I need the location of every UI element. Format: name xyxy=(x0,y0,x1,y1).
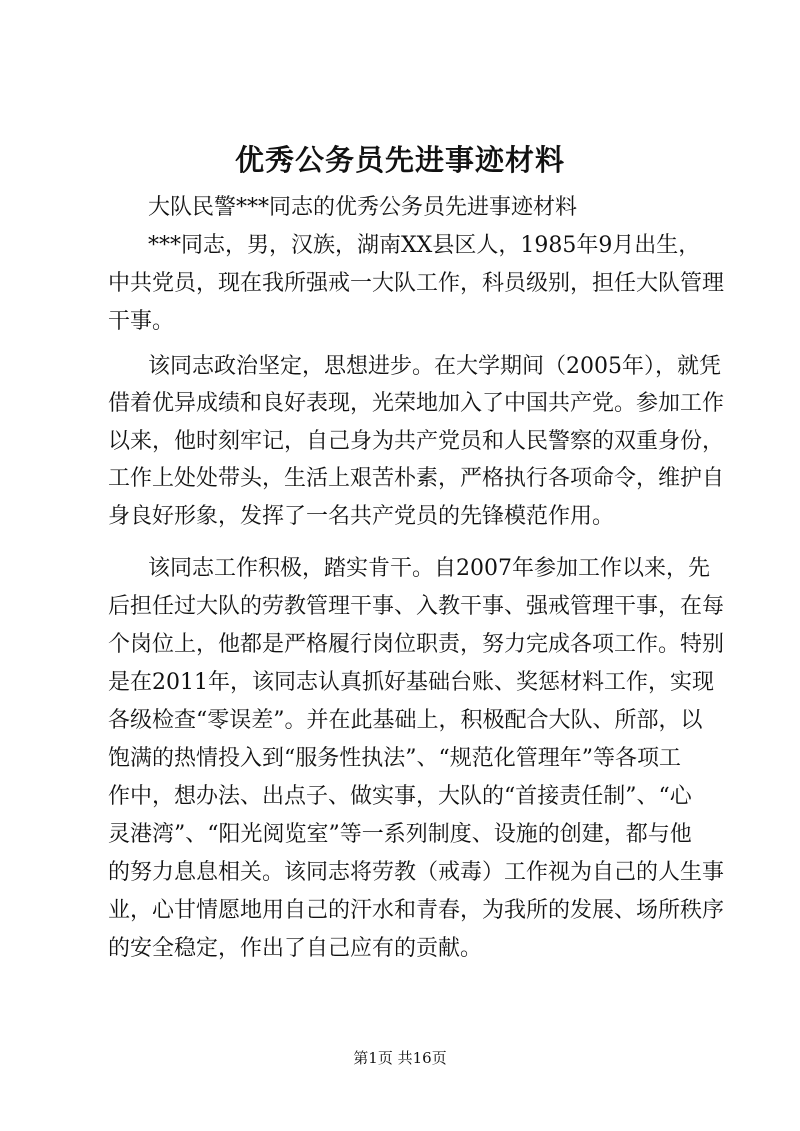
paragraph-line: 工作上处处带头，生活上艰苦朴素，严格执行各项命令，维护自 xyxy=(108,466,725,491)
paragraph-line: 的努力息息相关。该同志将劳教（戒毒）工作视为自己的人生事 xyxy=(108,860,725,885)
paragraph-line: 干事。 xyxy=(108,309,175,334)
paragraph-line: 中共党员，现在我所强戒一大队工作，科员级别，担任大队管理 xyxy=(108,271,725,296)
paragraph-line: 以来，他时刻牢记，自己身为共产党员和人民警察的双重身份， xyxy=(108,429,725,454)
document-title: 优秀公务员先进事迹材料 xyxy=(234,143,565,177)
paragraph-line: 饱满的热情投入到“服务性执法”、“规范化管理年”等各项工 xyxy=(108,746,681,771)
page-number-footer: 第1页 共16页 xyxy=(353,1049,447,1067)
paragraph-line: ***同志，男，汉族，湖南XX县区人，1985年9月出生， xyxy=(148,233,701,258)
paragraph-line: 各级检查“零误差”。并在此基础上，积极配合大队、所部，以 xyxy=(108,708,703,733)
paragraph-line: 借着优异成绩和良好表现，光荣地加入了中国共产党。参加工作 xyxy=(108,391,725,416)
paragraph-line: 后担任过大队的劳教管理干事、入教干事、强戒管理干事，在每 xyxy=(108,594,725,619)
paragraph-line: 该同志工作积极，踏实肯干。自2007年参加工作以来，先 xyxy=(148,556,710,581)
paragraph-line: 个岗位上，他都是严格履行岗位职责，努力完成各项工作。特别 xyxy=(108,632,725,657)
paragraph-line: 该同志政治坚定，思想进步。在大学期间（2005年），就凭 xyxy=(148,354,721,379)
paragraph-line: 灵港湾”、“阳光阅览室”等一系列制度、设施的创建，都与他 xyxy=(108,822,692,847)
paragraph-line: 身良好形象，发挥了一名共产党员的先锋模范作用。 xyxy=(108,504,615,529)
paragraph-line: 是在2011年，该同志认真抓好基础台账、奖惩材料工作，实现 xyxy=(108,670,714,695)
paragraph-line: 业，心甘情愿地用自己的汗水和青春，为我所的发展、场所秩序 xyxy=(108,898,725,923)
document-subtitle: 大队民警***同志的优秀公务员先进事迹材料 xyxy=(148,195,578,220)
paragraph-line: 的安全稳定，作出了自己应有的贡献。 xyxy=(108,936,483,961)
paragraph-line: 作中，想办法、出点子、做实事，大队的“首接责任制”、“心 xyxy=(108,784,692,809)
